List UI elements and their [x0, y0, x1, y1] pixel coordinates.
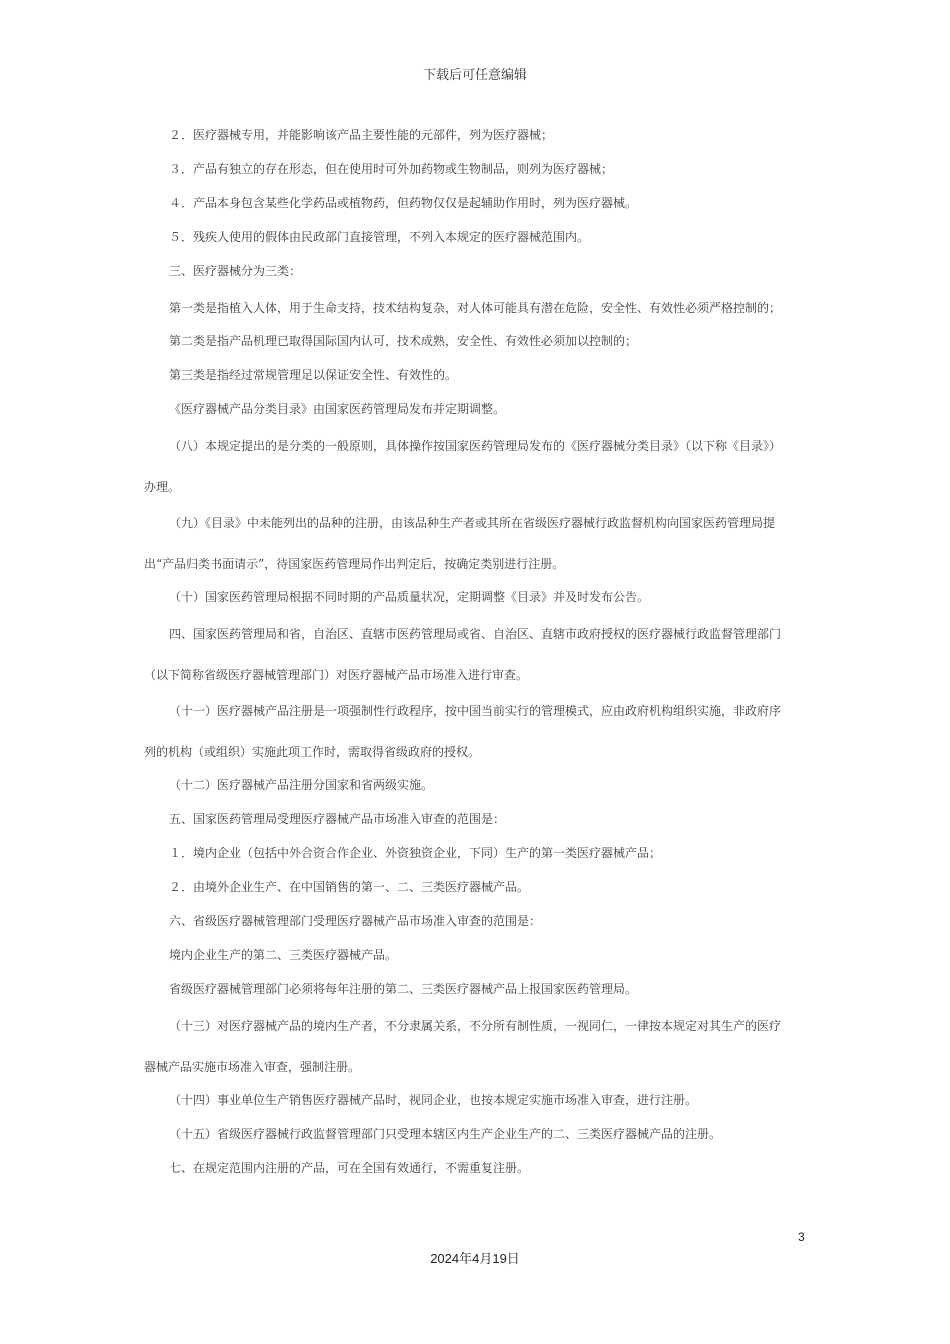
paragraph: （十一）医疗器械产品注册是一项强制性行政程序，按中国当前实行的管理模式，应由政府机构组织实施，非政府序列的机构（或组织）实施此项工作时，需取得省级政府的授权。: [144, 704, 782, 759]
paragraph: 境内企业生产的第二、三类医疗器械产品。: [169, 948, 398, 962]
footer-date: 2024年4月19日: [430, 1251, 520, 1266]
paragraph: （十四）事业单位生产销售医疗器械产品时，视同企业，也按本规定实施市场准入审查，进行注册。: [169, 1093, 698, 1107]
section-heading: 五、国家医药管理局受理医疗器械产品市场准入审查的范围是：: [169, 812, 506, 826]
page-header: 下载后可任意编辑: [422, 68, 527, 83]
paragraph: （八）本规定提出的是分类的一般原则，具体操作按国家医药管理局发布的《医疗器械分类目录》（以下称《目录》）办理。: [144, 439, 782, 494]
section-heading: 六、省级医疗器械管理部门受理医疗器械产品市场准入审查的范围是：: [169, 914, 542, 928]
paragraph: 《医疗器械产品分类目录》由国家医药管理局发布并定期调整。: [169, 402, 506, 416]
paragraph: ２．由境外企业生产、在中国销售的第一、二、三类医疗器械产品。: [169, 880, 530, 894]
paragraph: （十五）省级医疗器械行政监督管理部门只受理本辖区内生产企业生产的二、三类医疗器械产品的注册。: [169, 1127, 722, 1141]
paragraph: 第一类是指植入人体，用于生命支持，技术结构复杂，对人体可能具有潜在危险，安全性、有效性必须严格控制的；: [169, 301, 782, 315]
document-body: [144, 118, 786, 1185]
paragraph: （十三）对医疗器械产品的境内生产者，不分隶属关系，不分所有制性质，一视同仁，一律按本规定对其生产的医疗器械产品实施市场准入审查，强制注册。: [144, 1019, 782, 1074]
paragraph: １．境内企业（包括中外合资合作企业、外资独资企业，下同）生产的第一类医疗器械产品；: [169, 846, 662, 860]
paragraph: （九）《目录》中未能列出的品种的注册，由该品种生产者或其所在省级医疗器械行政监督机构向国家医药管理局提出“产品归类书面请示”，待国家医药管理局作出判定后，按确定类别进行注册。: [144, 516, 776, 571]
paragraph: （十二）医疗器械产品注册分国家和省两级实施。: [169, 778, 434, 792]
section-heading: 七、在规定范围内注册的产品，可在全国有效通行，不需重复注册。: [169, 1161, 530, 1175]
paragraph: （十）国家医药管理局根据不同时期的产品质量状况，定期调整《目录》并及时发布公告。: [169, 590, 650, 604]
page-number: 3: [798, 1230, 805, 1244]
paragraph: ５．残疾人使用的假体由民政部门直接管理，不列入本规定的医疗器械范围内。: [169, 230, 590, 244]
paragraph: 第三类是指经过常规管理足以保证安全性、有效性的。: [169, 368, 458, 382]
paragraph: ３．产品有独立的存在形态，但在使用时可外加药物或生物制品，则列为医疗器械；: [169, 162, 614, 176]
paragraph: 第二类是指产品机理已取得国际国内认可，技术成熟，安全性、有效性必须加以控制的；: [169, 334, 638, 348]
paragraph: ２．医疗器械专用，并能影响该产品主要性能的元部件，列为医疗器械；: [169, 128, 554, 142]
paragraph: ４．产品本身包含某些化学药品或植物药，但药物仅仅是起辅助作用时，列为医疗器械。: [169, 196, 638, 210]
section-heading: 四、国家医药管理局和省，自治区、直辖市医药管理局或省、自治区、直辖市政府授权的医疗器械行政监督管理部门（以下简称省级医疗器械管理部门）对医疗器械产品市场准入进行审查。: [144, 627, 782, 682]
section-heading: 三、医疗器械分为三类：: [169, 264, 302, 278]
paragraph: 省级医疗器械管理部门必须将每年注册的第二、三类医疗器械产品上报国家医药管理局。: [169, 982, 638, 996]
